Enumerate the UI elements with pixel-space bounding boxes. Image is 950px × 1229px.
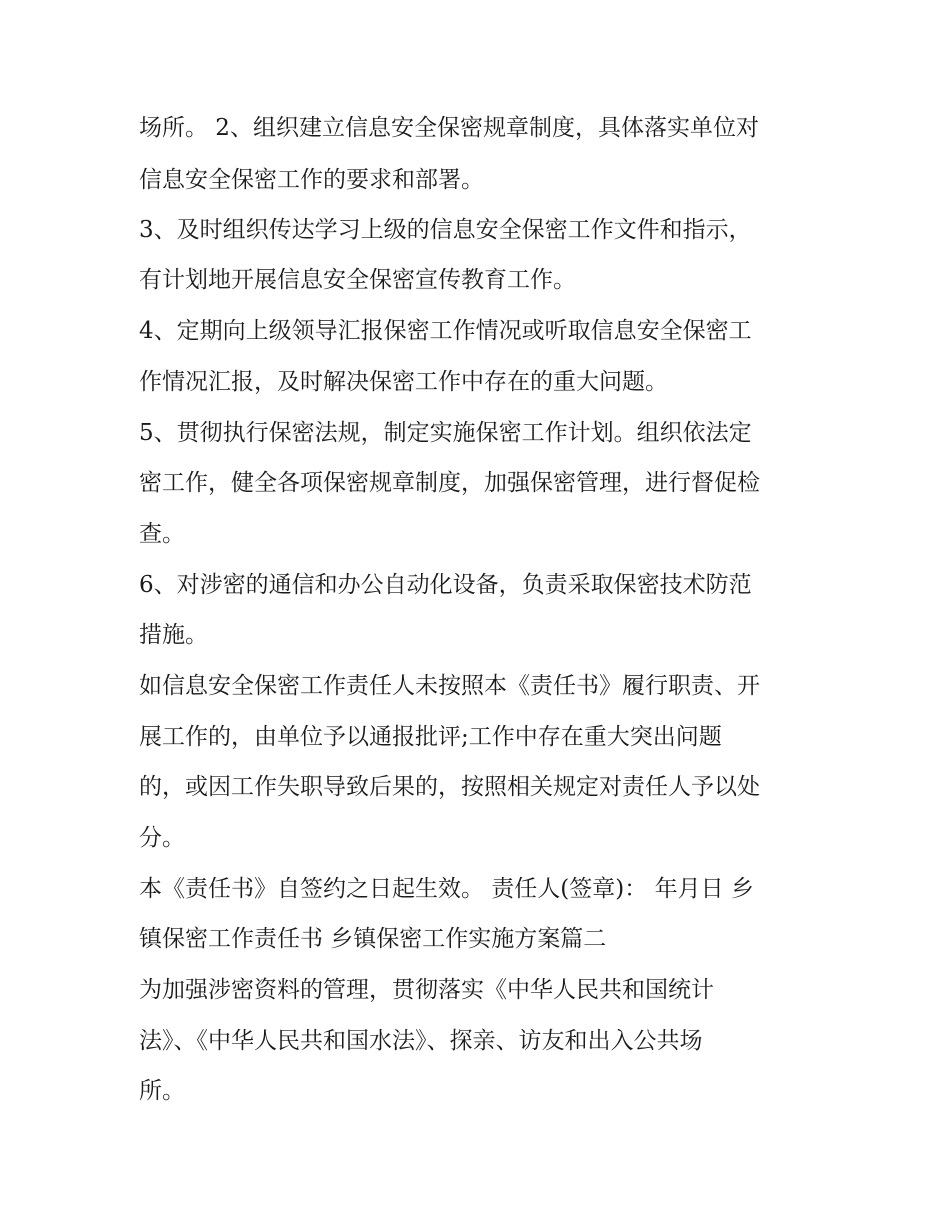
text-line: 有计划地开展信息安全保密宣传教育工作。 bbox=[139, 267, 576, 293]
text-line: 3、及时组织传达学习上级的信息安全保密工作文件和指示， bbox=[139, 217, 752, 243]
text-line: 为加强涉密资料的管理，贯彻落实《中华人民共和国统计 bbox=[139, 977, 714, 1003]
text-line: 分。 bbox=[139, 825, 185, 851]
text-line: 如信息安全保密工作责任人未按照本《责任书》履行职责、开 bbox=[139, 673, 760, 699]
text-line: 作情况汇报，及时解决保密工作中存在的重大问题。 bbox=[139, 369, 668, 395]
text-line: 信息安全保密工作的要求和部署。 bbox=[139, 167, 484, 193]
text-line: 本《责任书》自签约之日起生效。 责任人(签章)： 年月日 乡 bbox=[139, 876, 754, 902]
text-line: 所。 bbox=[139, 1078, 185, 1104]
text-line: 4、定期向上级领导汇报保密工作情况或听取信息安全保密工 bbox=[139, 318, 752, 344]
text-line: 查。 bbox=[139, 521, 185, 547]
text-line: 镇保密工作责任书 乡镇保密工作实施方案篇二 bbox=[139, 926, 607, 952]
text-line: 的，或因工作失职导致后果的，按照相关规定对责任人予以处 bbox=[139, 774, 760, 800]
text-line: 6、对涉密的通信和办公自动化设备，负责采取保密技术防范 bbox=[139, 572, 752, 598]
text-line: 法》、《中华人民共和国水法》、探亲、访友和出入公共场 bbox=[139, 1028, 703, 1054]
text-line: 措施。 bbox=[139, 622, 208, 648]
text-line: 5、贯彻执行保密法规，制定实施保密工作计划。组织依法定 bbox=[139, 420, 752, 446]
text-line: 密工作，健全各项保密规章制度，加强保密管理，进行督促检 bbox=[139, 470, 760, 496]
text-line: 场所。 2、组织建立信息安全保密规章制度，具体落实单位对 bbox=[139, 115, 759, 141]
text-line: 展工作的，由单位予以通报批评;工作中存在重大突出问题 bbox=[139, 724, 722, 750]
